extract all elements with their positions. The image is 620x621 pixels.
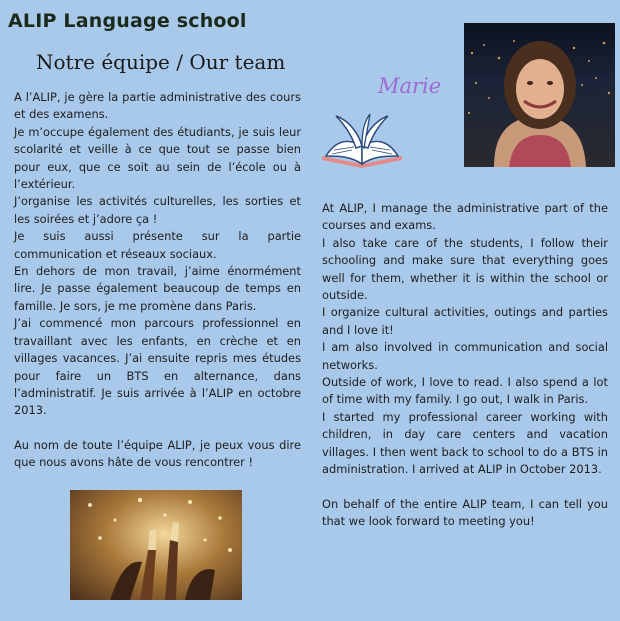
en-paragraph: Outside of work, I love to read. I also spend a lot of time with my family. I go out, I walk in Paris. [322,375,608,407]
en-paragraph: I am also involved in communication and social networks. [322,340,608,372]
english-text [322,200,608,530]
french-text [14,89,301,472]
fr-paragraph: J’organise les activités culturelles, les sorties et les soirées et j’adore ça ! [14,194,301,226]
en-paragraph: I organize cultural activities, outings and parties and I love it! [322,305,608,337]
fr-paragraph: Je m’occupe également des étudiants, je suis leur scolarité et veille à ce que tout se passe bien pour eux, que ce soit au sein de l’école ou à l’extérieur. [14,124,301,192]
fr-paragraph: En dehors de mon travail, j’aime énormément lire. Je passe également beaucoup de temps en famille. Je sors, je me promène dans Paris. [14,264,301,313]
en-paragraph: At ALIP, I manage the administrative part of the courses and exams. [322,201,608,233]
team-heading: Notre équipe / Our team [36,50,286,74]
en-paragraph: I started my professional career working with children, in day care centers and vacation villages. I then went back to school to do a BTS in administration. I arrived at ALIP in October 2013. [322,409,608,477]
fr-closing: Au nom de toute l’équipe ALIP, je peux vous dire que nous avons hâte de vous rencontrer ! [14,437,301,470]
portrait-photo [464,23,615,167]
fr-paragraph: A l’ALIP, je gère la partie administrative des cours et des examens. [14,90,301,122]
open-book-icon [318,110,406,172]
fr-paragraph: J’ai commencé mon parcours professionnel en travaillant avec les enfants, en crèche et en villages vacances. J’ai ensuite repris mes études pour faire un BTS en alternance, dans l’administratif. Je suis arrivée à l’ALIP en octobre 2013. [14,316,301,418]
party-photo [70,490,242,600]
person-name: Marie [378,74,442,98]
fr-paragraph: Je suis aussi présente sur la partie communication et réseaux sociaux. [14,229,301,261]
en-paragraph: I also take care of the students, I follow their schooling and make sure that everything goes well for them, whether it is within the school or outside. [322,235,608,303]
en-closing: On behalf of the entire ALIP team, I can tell you that we look forward to meeting you! [322,496,608,528]
school-title: ALIP Language school [8,10,247,32]
